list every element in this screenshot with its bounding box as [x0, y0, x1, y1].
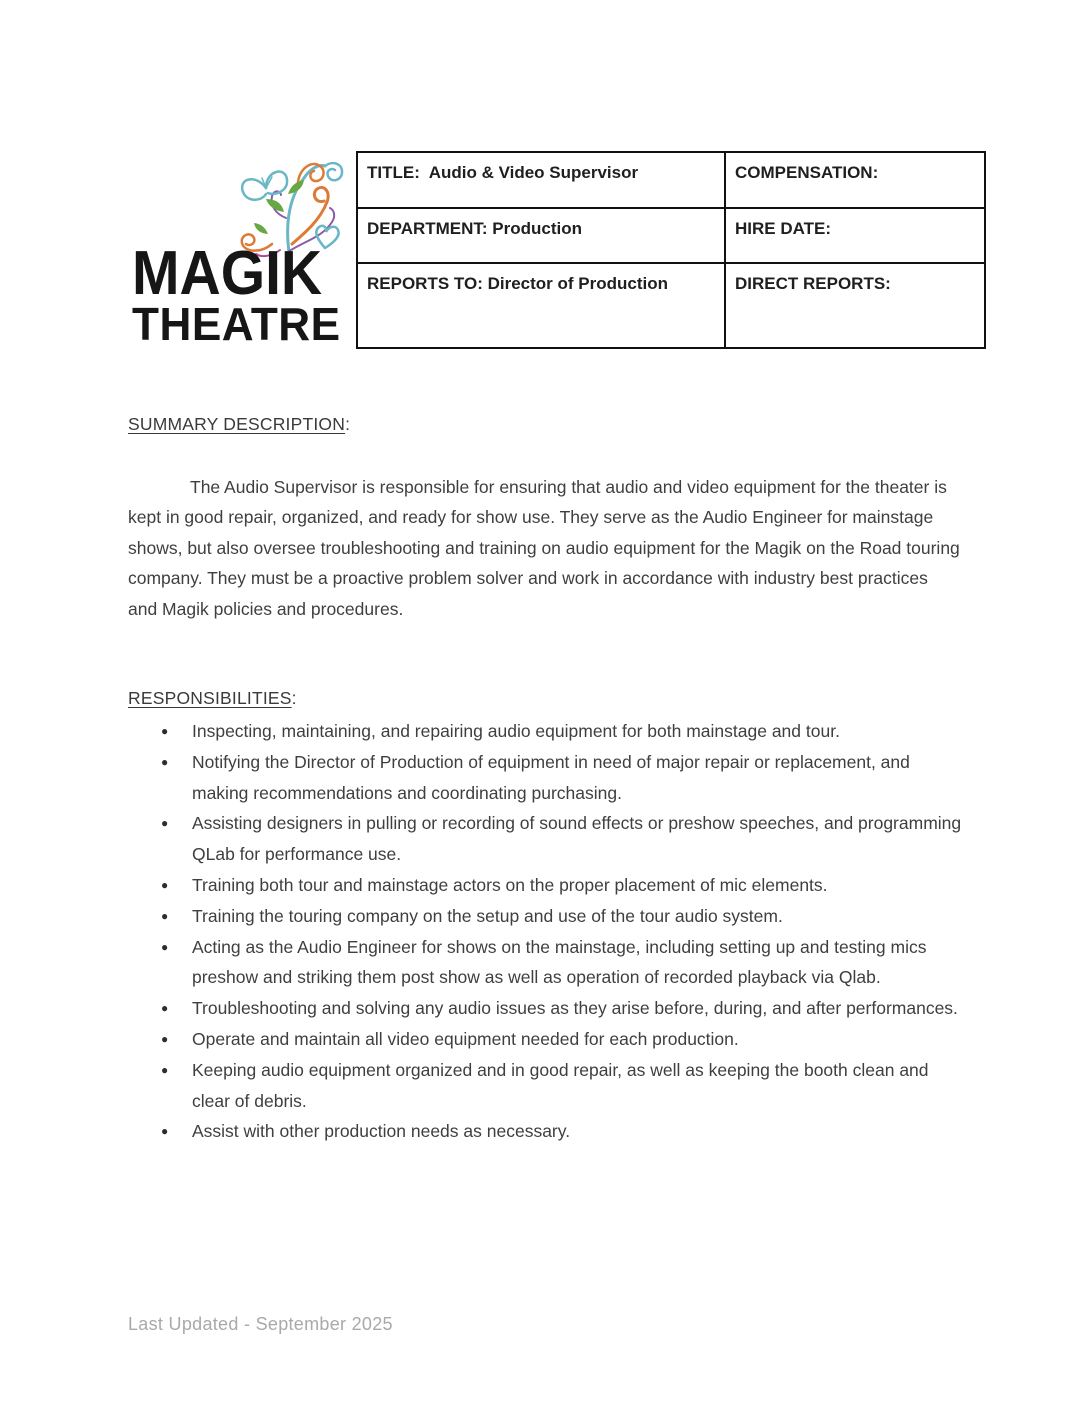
- cell-hire-date: HIRE DATE:: [725, 208, 985, 263]
- list-item: [128, 1055, 962, 1117]
- list-item-text: Acting as the Audio Engineer for shows on the mainstage, including setting up and testing mics preshow and striking them post show as well as operation of recorded playback via Qlab.: [192, 936, 927, 988]
- magik-theatre-logo: [128, 148, 353, 348]
- list-item-text: Assist with other production needs as necessary.: [192, 1121, 571, 1142]
- list-item: [128, 1024, 962, 1055]
- list-item: [128, 716, 962, 747]
- job-info-table: [356, 151, 986, 349]
- bullet-icon: ●: [161, 1001, 169, 1016]
- list-item-text: Notifying the Director of Production of equipment in need of major repair or replacement, and making recommendations and coordinating purchasing.: [192, 751, 910, 803]
- cell-department: DEPARTMENT: Production: [357, 208, 725, 263]
- table-row: [357, 152, 985, 208]
- logo-wordmark: [132, 239, 349, 350]
- bullet-icon: ●: [161, 908, 169, 923]
- bullet-icon: ●: [161, 1124, 169, 1139]
- cell-reports-to: REPORTS TO: Director of Production: [357, 263, 725, 348]
- responsibilities-heading-colon: :: [291, 688, 297, 708]
- responsibilities-heading: [128, 688, 297, 709]
- list-item: [128, 1116, 962, 1147]
- responsibilities-heading-text: RESPONSIBILITIES: [128, 688, 292, 708]
- table-row: [357, 263, 985, 348]
- bullet-icon: ●: [161, 754, 169, 769]
- summary-heading-colon: :: [345, 414, 351, 434]
- cell-compensation: COMPENSATION:: [725, 152, 985, 208]
- list-item: [128, 747, 962, 809]
- list-item-text: Operate and maintain all video equipment needed for each production.: [192, 1028, 739, 1049]
- list-item-text: Training the touring company on the setup and use of the tour audio system.: [192, 905, 783, 926]
- logo-line-magik: MAGIK: [132, 239, 323, 308]
- list-item: [128, 993, 962, 1024]
- cell-title: TITLE: Audio & Video Supervisor: [357, 152, 725, 208]
- list-item-text: Troubleshooting and solving any audio issues as they arise before, during, and after performances.: [192, 998, 958, 1019]
- logo-line-theatre: THEATRE: [132, 298, 341, 350]
- bullet-icon: ●: [161, 816, 169, 831]
- cell-direct-reports: DIRECT REPORTS:: [725, 263, 985, 348]
- list-item-text: Assisting designers in pulling or recording of sound effects or preshow speeches, and programming QLab for performance use.: [192, 813, 962, 865]
- list-item-text: Training both tour and mainstage actors on the proper placement of mic elements.: [192, 874, 828, 895]
- last-updated-note: Last Updated - September 2025: [128, 1314, 393, 1334]
- bullet-icon: ●: [161, 1031, 169, 1046]
- bullet-icon: ●: [161, 877, 169, 892]
- bullet-icon: ●: [161, 939, 169, 954]
- list-item-text: Keeping audio equipment organized and in good repair, as well as keeping the booth clean and clear of debris.: [192, 1059, 929, 1111]
- list-item: [128, 870, 962, 901]
- responsibilities-list: [128, 716, 962, 1147]
- summary-heading-text: SUMMARY DESCRIPTION: [128, 414, 346, 434]
- list-item-text: Inspecting, maintaining, and repairing audio equipment for both mainstage and tour.: [192, 721, 840, 741]
- list-item: [128, 932, 962, 994]
- list-item: [128, 808, 962, 870]
- summary-heading: [128, 414, 350, 435]
- list-item: [128, 901, 962, 932]
- bullet-icon: ●: [161, 1062, 169, 1077]
- summary-paragraph: The Audio Supervisor is responsible for ensuring that audio and video equipment for the theater is kept in good repair, organized, and ready for show use. They serve as the Audio Engineer for mainstage shows, but also oversee troubleshooting and training on audio equipment for the Magik on the Road touring company. They must be a proactive problem solver and work in accordance with industry best practices and Magik policies and procedures.: [128, 477, 960, 619]
- table-row: [357, 208, 985, 263]
- bullet-icon: ●: [161, 724, 169, 738]
